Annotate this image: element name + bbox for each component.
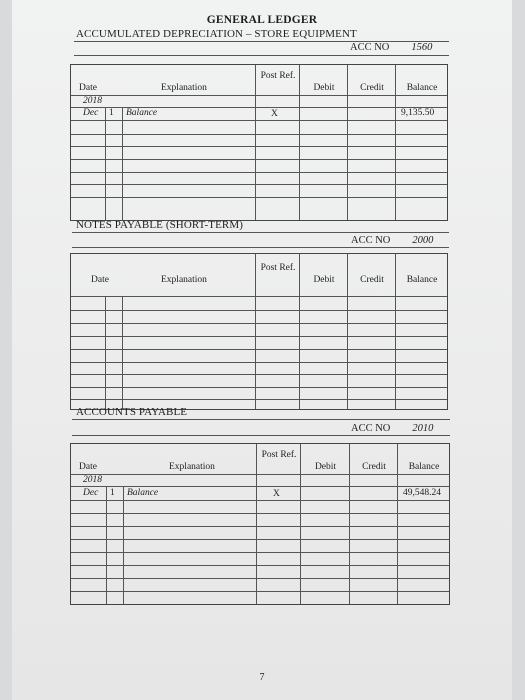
row-divider xyxy=(71,134,447,135)
row-divider xyxy=(71,172,447,173)
row-divider xyxy=(71,310,447,311)
ledger-table-accounts-payable xyxy=(70,443,450,605)
ledger-table-accumulated-depreciation xyxy=(70,64,448,221)
col-divider xyxy=(397,444,398,604)
row-divider xyxy=(71,539,449,540)
acc-no-2010 xyxy=(351,423,433,434)
col-header-date: Date xyxy=(79,83,97,93)
col-divider xyxy=(123,486,124,604)
col-divider xyxy=(105,296,106,409)
row-divider xyxy=(71,513,449,514)
col-header-credit: Credit xyxy=(360,275,384,285)
entry-post-ref: X xyxy=(271,109,278,119)
acc-no-label: ACC NO xyxy=(351,235,391,246)
entry-month: Dec xyxy=(83,488,99,498)
col-divider xyxy=(256,444,257,604)
col-header-debit: Debit xyxy=(313,275,335,285)
row-divider xyxy=(71,474,449,475)
row-divider xyxy=(71,500,449,501)
account-name-notes-payable: NOTES PAYABLE (SHORT-TERM) xyxy=(76,219,243,231)
ledger-page xyxy=(12,0,512,700)
col-header-date: Date xyxy=(91,275,109,285)
acc-no-value: 2010 xyxy=(412,423,434,434)
col-header-explanation: Explanation xyxy=(169,462,215,472)
account-name-accumulated-depreciation: ACCUMULATED DEPRECIATION – STORE EQUIPMENT xyxy=(76,28,357,40)
row-divider xyxy=(71,552,449,553)
col-header-post-ref: Post Ref. xyxy=(261,450,297,460)
col-header-balance: Balance xyxy=(408,462,440,472)
entry-balance: 9,135.50 xyxy=(401,108,435,118)
year-label: 2018 xyxy=(83,475,102,485)
col-header-balance: Balance xyxy=(406,83,438,93)
row-divider xyxy=(71,120,447,121)
col-header-credit: Credit xyxy=(360,83,384,93)
row-divider xyxy=(71,296,447,297)
col-header-post-ref: Post Ref. xyxy=(260,71,296,81)
row-divider xyxy=(71,578,449,579)
col-header-date: Date xyxy=(79,462,97,472)
ledger-table-notes-payable xyxy=(70,253,448,410)
row-divider xyxy=(71,591,449,592)
col-header-credit: Credit xyxy=(362,462,386,472)
row-divider xyxy=(71,526,449,527)
acc-no-1560 xyxy=(350,42,432,53)
row-divider xyxy=(71,387,447,388)
acc-no-value: 1560 xyxy=(411,42,433,53)
row-divider xyxy=(71,374,447,375)
col-divider xyxy=(300,444,301,604)
page-title: GENERAL LEDGER xyxy=(206,14,318,26)
col-header-debit: Debit xyxy=(314,462,337,472)
page-number: 7 xyxy=(259,672,265,683)
acc-no-label: ACC NO xyxy=(351,423,391,434)
row-divider xyxy=(71,95,447,96)
row-divider xyxy=(71,362,447,363)
row-divider xyxy=(71,146,447,147)
acc-underline xyxy=(72,247,449,248)
col-divider xyxy=(105,107,106,220)
col-header-debit: Debit xyxy=(313,83,335,93)
row-divider xyxy=(71,565,449,566)
row-divider xyxy=(71,349,447,350)
col-header-post-ref: Post Ref. xyxy=(260,263,296,273)
account-underline xyxy=(72,419,450,420)
entry-post-ref: X xyxy=(273,489,280,499)
col-divider xyxy=(255,254,256,409)
row-divider xyxy=(71,323,447,324)
entry-explanation: Balance xyxy=(126,108,158,118)
acc-no-2000 xyxy=(351,235,433,246)
col-header-explanation: Explanation xyxy=(161,275,207,285)
col-header-balance: Balance xyxy=(406,275,438,285)
col-header-explanation: Explanation xyxy=(161,83,207,93)
row-divider xyxy=(71,399,447,400)
entry-day: 1 xyxy=(109,108,114,118)
entry-month: Dec xyxy=(83,108,99,118)
col-divider xyxy=(106,486,107,604)
row-divider xyxy=(71,336,447,337)
entry-day: 1 xyxy=(110,488,115,498)
acc-no-value: 2000 xyxy=(412,235,434,246)
row-divider xyxy=(71,486,449,487)
acc-no-label: ACC NO xyxy=(350,42,390,53)
col-divider xyxy=(122,296,123,409)
year-label: 2018 xyxy=(83,96,102,106)
row-divider xyxy=(71,197,447,198)
col-divider xyxy=(299,254,300,409)
col-divider xyxy=(349,444,350,604)
acc-underline xyxy=(74,55,449,56)
acc-underline xyxy=(72,435,450,436)
col-divider xyxy=(395,254,396,409)
row-divider xyxy=(71,159,447,160)
entry-balance: 49,548.24 xyxy=(403,488,441,498)
col-divider xyxy=(122,107,123,220)
col-divider xyxy=(347,254,348,409)
account-underline xyxy=(72,232,449,233)
account-name-accounts-payable: ACCOUNTS PAYABLE xyxy=(76,406,188,418)
entry-explanation: Balance xyxy=(127,488,159,498)
row-divider xyxy=(71,184,447,185)
